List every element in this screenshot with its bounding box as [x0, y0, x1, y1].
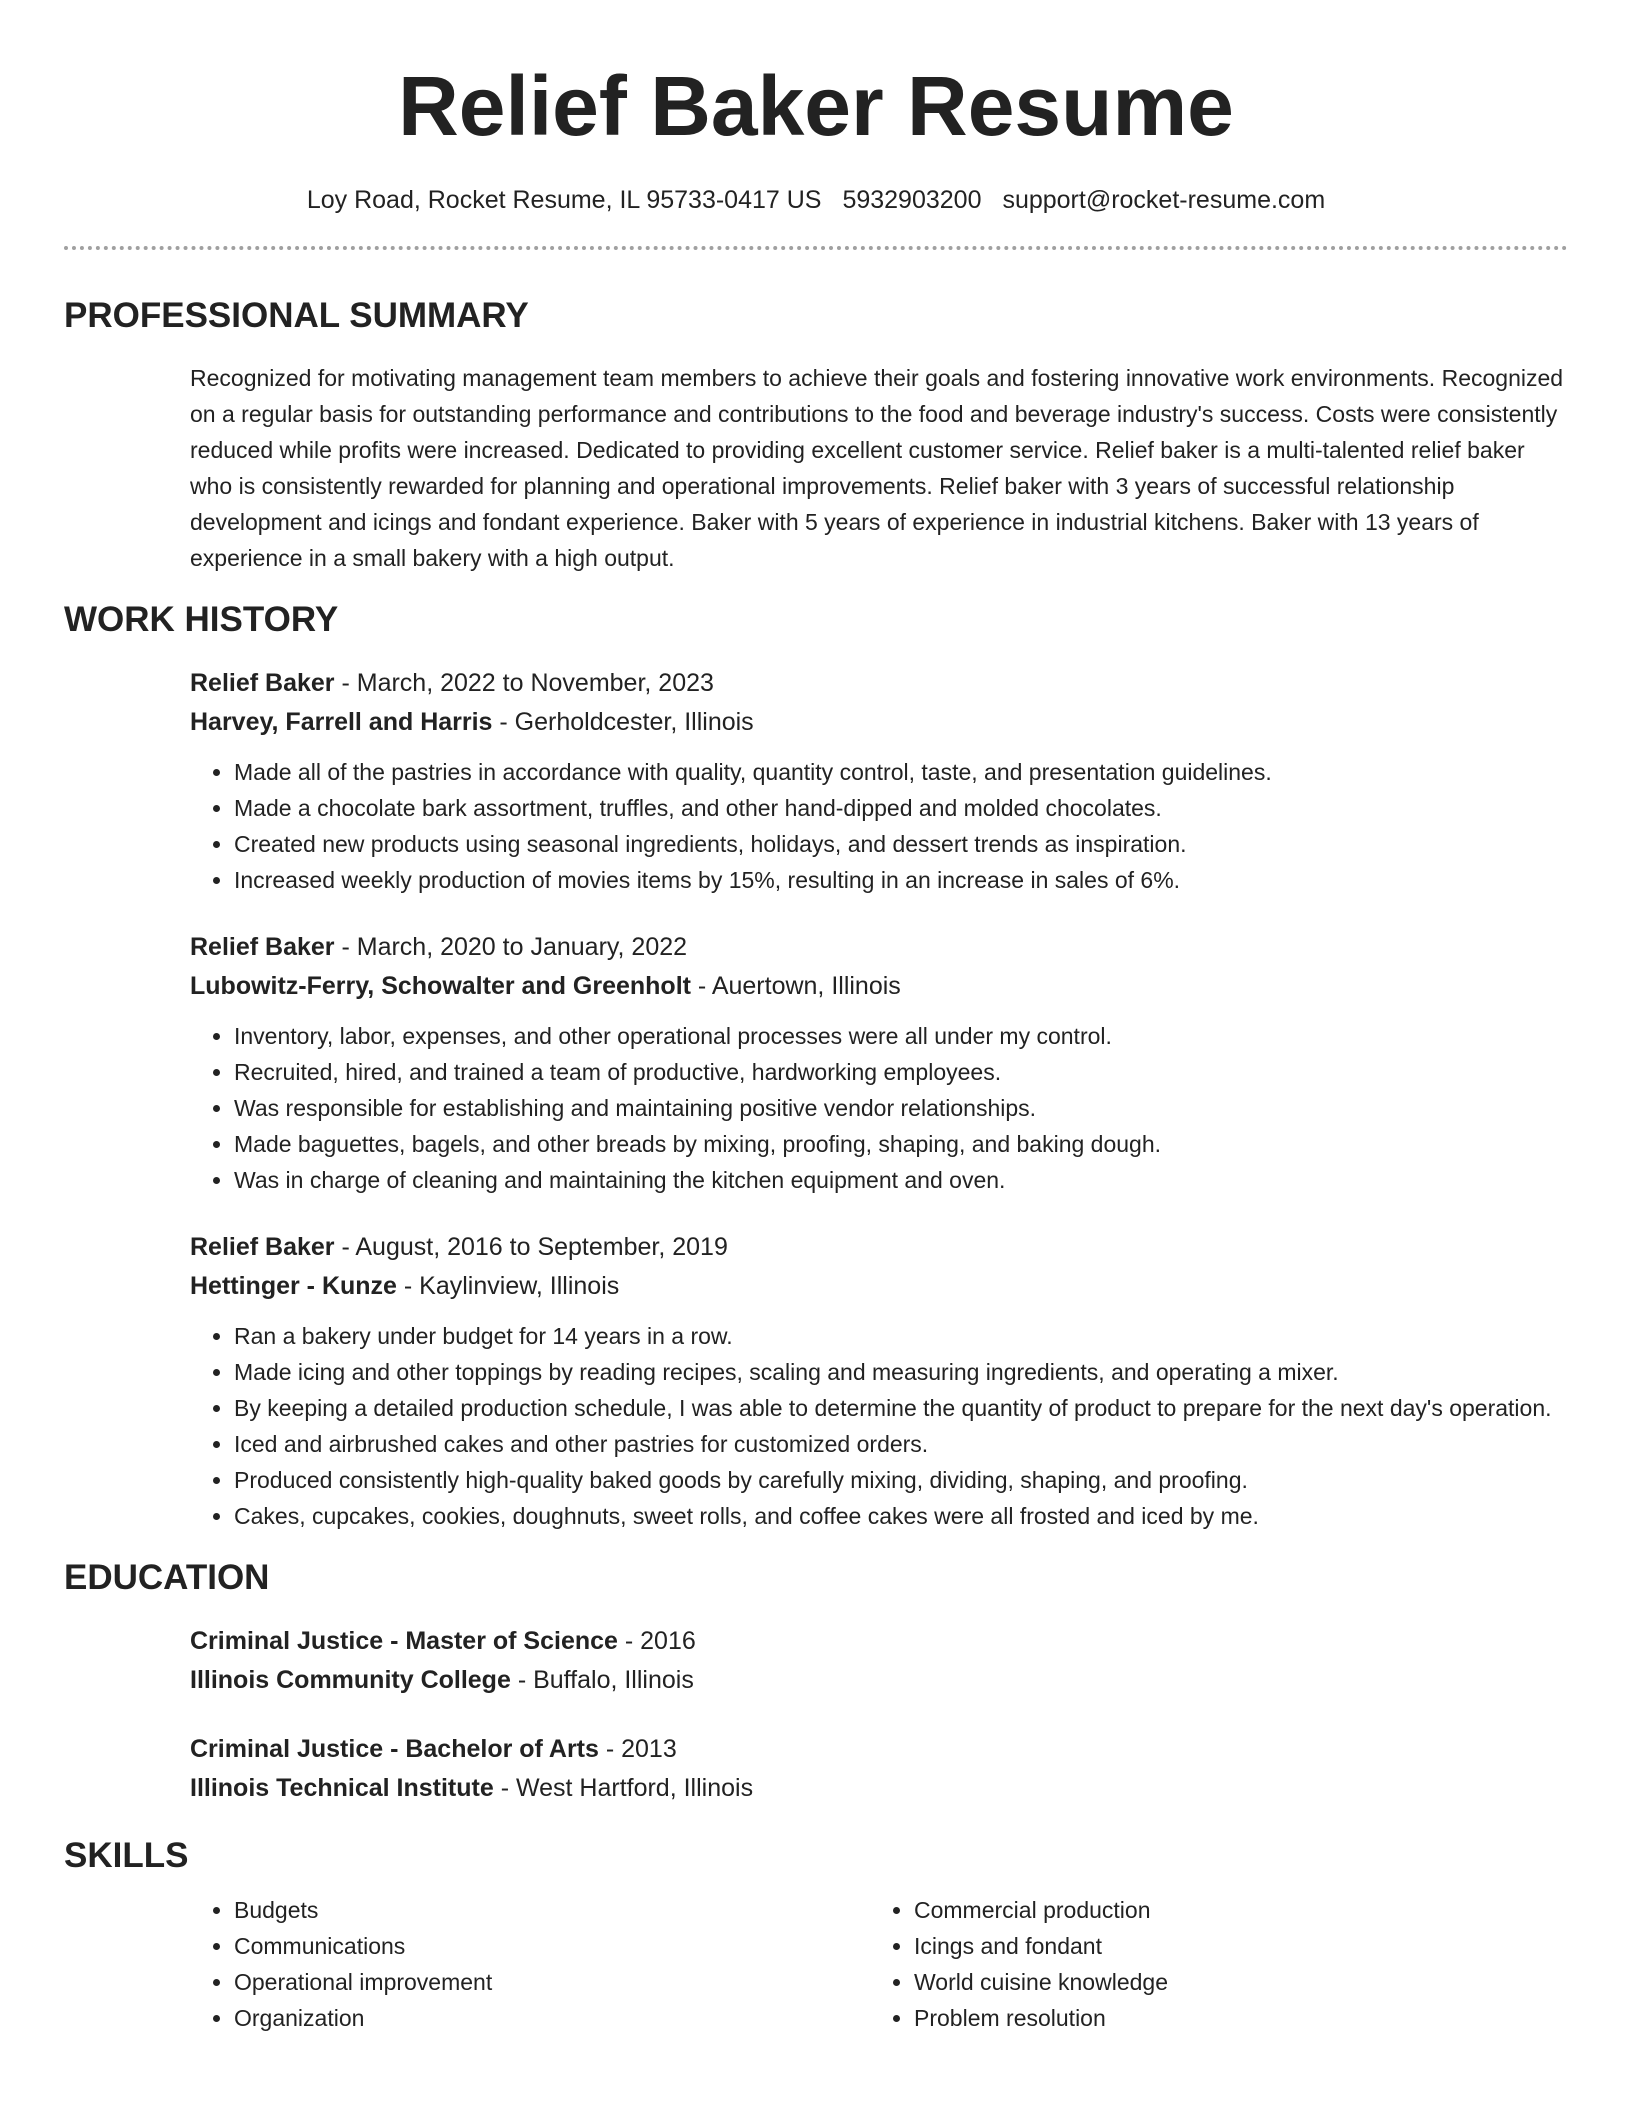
work-heading: WORK HISTORY — [64, 600, 339, 639]
contact-address: Loy Road, Rocket Resume, IL 95733-0417 US — [306, 186, 822, 214]
skill-item: • World cuisine knowledge — [914, 1964, 1568, 2000]
job-role: Relief Baker — [190, 669, 335, 697]
job-title-line — [190, 664, 1568, 703]
summary-text: Recognized for motivating management team members to achieve their goals and fostering innovative work environments. Recognized on a regular basis for outstanding performance and contributions to the food and beverage industry's success. Costs were consistently reduced while profits were increased. Dedicated to providing excellent customer service. Relief baker is a multi-talented relief baker who is consistently rewarded for planning and operational improvements. Relief baker with 3 years of successful relationship development and icings and fondant experience. Baker with 5 years of experience in industrial kitchens. Baker with 13 years of experience in a small bakery with a high output. — [190, 365, 1564, 571]
skills-section — [64, 1834, 1568, 2036]
job-dates: - March, 2022 to November, 2023 — [334, 669, 714, 697]
job-company-line — [190, 703, 1568, 742]
job-bullet: • Made icing and other toppings by reading recipes, scaling and measuring ingredients, and operating a mixer. — [234, 1354, 1568, 1390]
job-company-line — [190, 1267, 1568, 1306]
education-degree-line — [190, 1622, 1568, 1661]
contact-line — [64, 184, 1568, 216]
education-entry — [190, 1622, 1568, 1700]
summary-heading: PROFESSIONAL SUMMARY — [64, 296, 529, 335]
education-school: Illinois Technical Institute — [190, 1774, 494, 1802]
job-bullet: • Inventory, labor, expenses, and other operational processes were all under my control. — [234, 1018, 1568, 1054]
resume-header — [64, 0, 1568, 216]
work-section — [64, 598, 1568, 1534]
job-bullets — [190, 754, 1568, 898]
job-bullet: • Cakes, cupcakes, cookies, doughnuts, sweet rolls, and coffee cakes were all frosted and iced by me. — [234, 1498, 1568, 1534]
education-location: - West Hartford, Illinois — [493, 1774, 754, 1802]
skill-item: • Problem resolution — [914, 2000, 1568, 2036]
job-role: Relief Baker — [190, 933, 335, 961]
job-entry — [190, 1228, 1568, 1534]
job-entry — [190, 928, 1568, 1198]
skill-item: • Operational improvement — [234, 1964, 870, 2000]
resume-title: Relief Baker Resume — [398, 59, 1234, 153]
job-location: - Kaylinview, Illinois — [396, 1272, 620, 1300]
job-location: - Auertown, Illinois — [690, 972, 901, 1000]
education-heading: EDUCATION — [64, 1558, 270, 1597]
job-role: Relief Baker — [190, 1233, 335, 1261]
skill-item: • Communications — [234, 1928, 870, 1964]
skills-list-left — [190, 1892, 870, 2036]
job-bullet: • Created new products using seasonal ingredients, holidays, and dessert trends as inspiration. — [234, 826, 1568, 862]
job-bullet: • Increased weekly production of movies items by 15%, resulting in an increase in sales of 6%. — [234, 862, 1568, 898]
job-bullet: • By keeping a detailed production schedule, I was able to determine the quantity of product to prepare for the next day's operation. — [234, 1390, 1568, 1426]
contact-phone: 5932903200 — [842, 186, 982, 214]
job-dates: - August, 2016 to September, 2019 — [334, 1233, 728, 1261]
education-year: - 2016 — [617, 1627, 696, 1655]
job-bullet: • Made baguettes, bagels, and other breads by mixing, proofing, shaping, and baking dough. — [234, 1126, 1568, 1162]
summary-section — [64, 294, 1568, 576]
job-bullet: • Made all of the pastries in accordance with quality, quantity control, taste, and presentation guidelines. — [234, 754, 1568, 790]
job-title-line — [190, 1228, 1568, 1267]
job-company-line — [190, 967, 1568, 1006]
job-bullet: • Iced and airbrushed cakes and other pastries for customized orders. — [234, 1426, 1568, 1462]
education-entry — [190, 1730, 1568, 1808]
job-bullet: • Recruited, hired, and trained a team of productive, hardworking employees. — [234, 1054, 1568, 1090]
job-bullet: • Produced consistently high-quality baked goods by carefully mixing, dividing, shaping, and proofing. — [234, 1462, 1568, 1498]
skills-heading: SKILLS — [64, 1836, 189, 1875]
job-dates: - March, 2020 to January, 2022 — [334, 933, 688, 961]
job-bullet: • Was responsible for establishing and maintaining positive vendor relationships. — [234, 1090, 1568, 1126]
job-bullet: • Was in charge of cleaning and maintaining the kitchen equipment and oven. — [234, 1162, 1568, 1198]
contact-email: support@rocket-resume.com — [1002, 186, 1326, 214]
job-entry — [190, 664, 1568, 898]
education-location: - Buffalo, Illinois — [510, 1666, 694, 1694]
education-degree-line — [190, 1730, 1568, 1769]
skill-item: • Organization — [234, 2000, 870, 2036]
education-degree: Criminal Justice - Bachelor of Arts — [190, 1735, 599, 1763]
job-company: Lubowitz-Ferry, Schowalter and Greenholt — [190, 972, 691, 1000]
job-company: Hettinger - Kunze — [190, 1272, 397, 1300]
education-school: Illinois Community College — [190, 1666, 511, 1694]
job-bullet: • Made a chocolate bark assortment, truffles, and other hand-dipped and molded chocolates. — [234, 790, 1568, 826]
job-title-line — [190, 928, 1568, 967]
header-divider — [64, 246, 1568, 250]
skill-item: • Budgets — [234, 1892, 870, 1928]
education-section — [64, 1556, 1568, 1808]
job-location: - Gerholdcester, Illinois — [492, 708, 754, 736]
job-company: Harvey, Farrell and Harris — [190, 708, 493, 736]
education-degree: Criminal Justice - Master of Science — [190, 1627, 618, 1655]
skills-list-right — [870, 1892, 1568, 2036]
job-bullet: • Ran a bakery under budget for 14 years in a row. — [234, 1318, 1568, 1354]
skill-item: • Icings and fondant — [914, 1928, 1568, 1964]
education-year: - 2013 — [598, 1735, 677, 1763]
education-school-line — [190, 1661, 1568, 1700]
skill-item: • Commercial production — [914, 1892, 1568, 1928]
job-bullets — [190, 1318, 1568, 1534]
education-school-line — [190, 1769, 1568, 1808]
job-bullets — [190, 1018, 1568, 1198]
